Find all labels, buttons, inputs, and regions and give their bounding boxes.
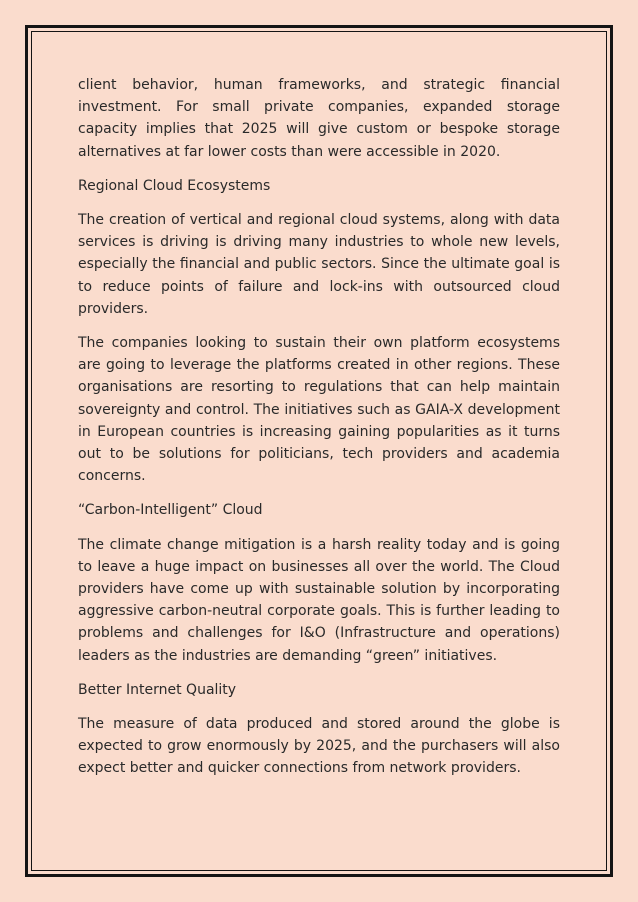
paragraph-platform-ecosystems: The companies looking to sustain their own platform ecosystems are going to leverage the platforms created in other regions. These organisations are resorting to regulations that can help maintain sovereignty and control. The initiatives such as GAIA-X development in European countries is increasing gaining popularities as it turns out to be solutions for politicians, tech providers and academia concerns. [78,335,560,485]
heading-internet-quality: Better Internet Quality [78,681,237,698]
paragraph-regional-cloud: The creation of vertical and regional cloud systems, along with data services is driving is driving many industries to whole new levels, especially the financial and public sectors. Since the ultimate goal is to reduce points of failure and lock-ins with outsourced cloud providers. [78,212,560,317]
paragraph-internet-quality: The measure of data produced and stored around the globe is expected to grow enormously by 2025, and the purchasers will also expect better and quicker connections from network providers. [78,716,560,777]
paragraph-carbon-intelligent: The climate change mitigation is a harsh reality today and is going to leave a huge impact on businesses all over the world. The Cloud providers have come up with sustainable solution by incorporating aggressive carbon-neutral corporate goals. This is further leading to problems and challenges for I&O (Infrastructure and operations) leaders as the industries are demanding “green” initiatives. [78,536,560,664]
heading-carbon-intelligent: “Carbon-Intelligent” Cloud [78,502,263,519]
document-body [78,74,560,792]
heading-regional-cloud: Regional Cloud Ecosystems [78,177,271,194]
paragraph-storage-intro: client behavior, human frameworks, and strategic financial investment. For small private companies, expanded storage capacity implies that 2025 will give custom or bespoke storage alternatives at far lower costs than were accessible in 2020. [78,77,560,160]
